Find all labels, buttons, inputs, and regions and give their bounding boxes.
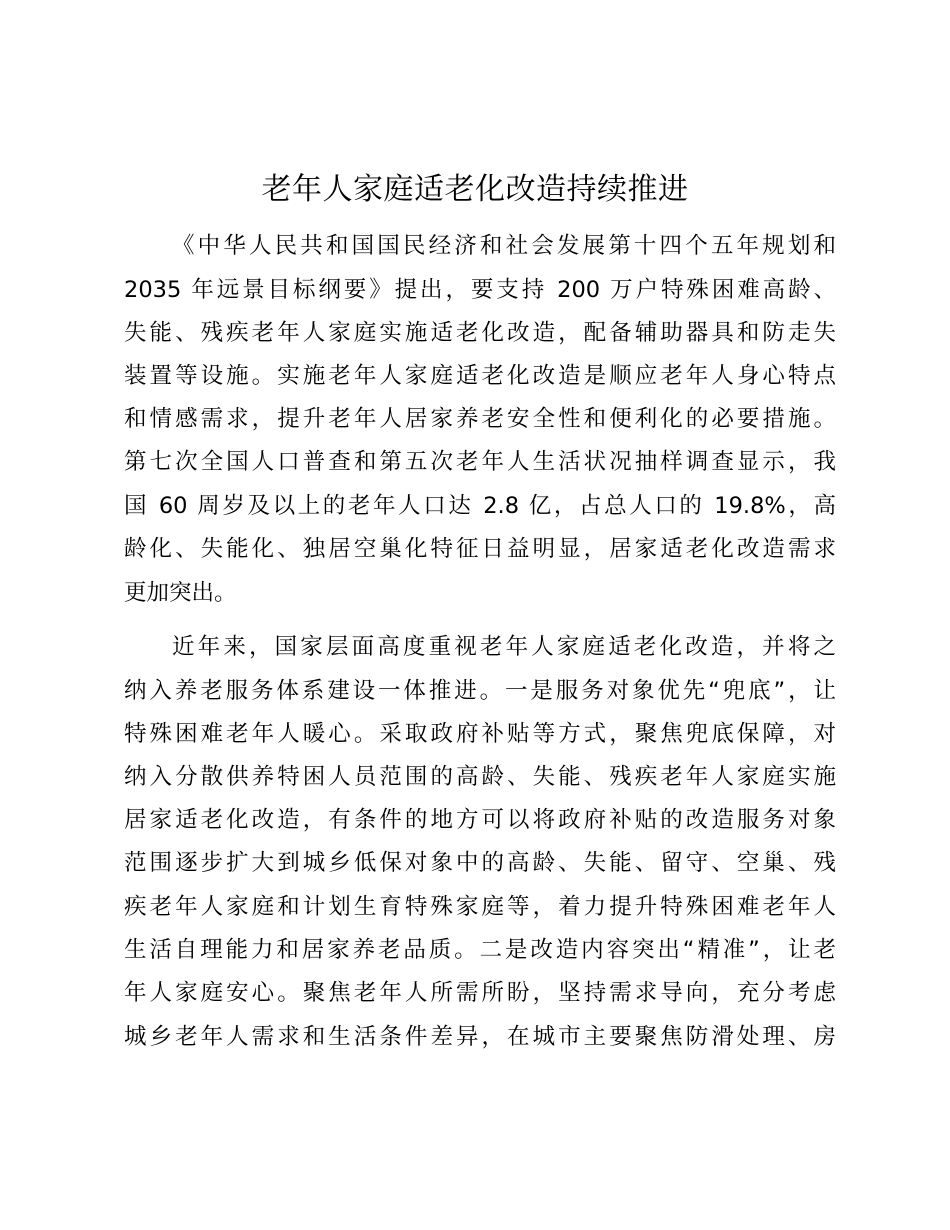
paragraph-line: 城乡老年人需求和生活条件差异，在城市主要聚焦防滑处理、房 — [124, 1024, 836, 1050]
paragraph-line: 国 60 周岁及以上的老年人口达 2.8 亿，占总人口的 19.8%，高 — [124, 493, 836, 519]
paragraph-line: 和情感需求，提升老年人居家养老安全性和便利化的必要措施。 — [124, 406, 836, 432]
paragraph-line: 纳入养老服务体系建设一体推进。一是服务对象优先“兜底”，让 — [124, 678, 836, 704]
paragraph-line: 居家适老化改造，有条件的地方可以将政府补贴的改造服务对象 — [124, 807, 836, 833]
paragraph-line: 《中华人民共和国国民经济和社会发展第十四个五年规划和 — [172, 233, 836, 259]
paragraph-line: 特殊困难老年人暖心。采取政府补贴等方式，聚焦兜底保障，对 — [124, 721, 836, 747]
paragraph-line: 龄化、失能化、独居空巢化特征日益明显，居家适老化改造需求 — [124, 536, 836, 562]
paragraph-line: 更加突出。 — [124, 580, 237, 606]
document-title: 老年人家庭适老化改造持续推进 — [261, 172, 689, 207]
paragraph-line: 疾老年人家庭和计划生育特殊家庭等，着力提升特殊困难老年人 — [124, 894, 836, 920]
paragraph-line: 2035 年远景目标纲要》提出，要支持 200 万户特殊困难高龄、 — [124, 277, 836, 303]
paragraph-line: 装置等设施。实施老年人家庭适老化改造是顺应老年人身心特点 — [124, 363, 836, 389]
paragraph-line: 近年来，国家层面高度重视老年人家庭适老化改造，并将之 — [172, 634, 836, 660]
paragraph-line: 纳入分散供养特困人员范围的高龄、失能、残疾老年人家庭实施 — [124, 764, 836, 790]
paragraph-line: 年人家庭安心。聚焦老年人所需所盼，坚持需求导向，充分考虑 — [124, 980, 836, 1006]
paragraph-line: 第七次全国人口普查和第五次老年人生活状况抽样调查显示，我 — [124, 449, 836, 475]
paragraph-line: 生活自理能力和居家养老品质。二是改造内容突出“精准”，让老 — [124, 937, 836, 963]
paragraph-line: 范围逐步扩大到城乡低保对象中的高龄、失能、留守、空巢、残 — [124, 850, 836, 876]
paragraph-line: 失能、残疾老年人家庭实施适老化改造，配备辅助器具和防走失 — [124, 320, 836, 346]
